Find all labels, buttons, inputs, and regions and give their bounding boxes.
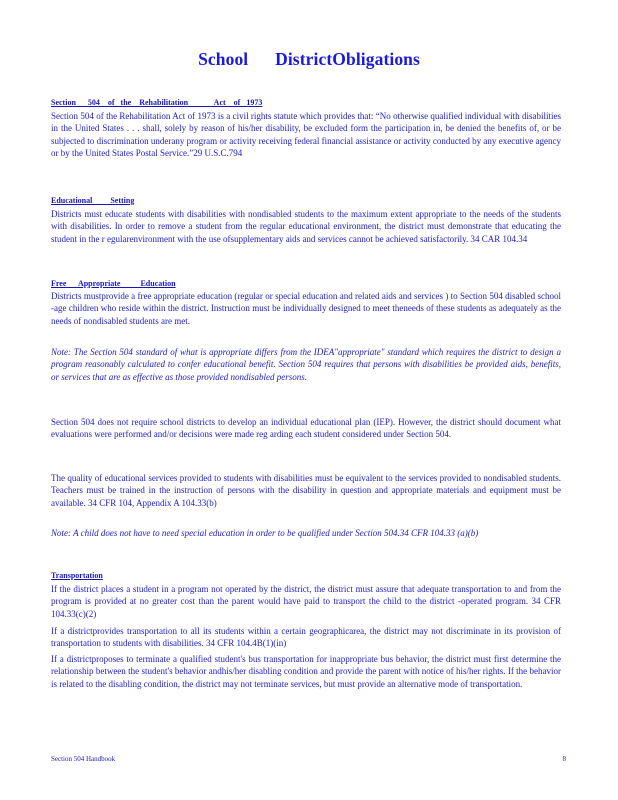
educational-setting-heading: Educational Setting — [51, 196, 135, 205]
transportation-heading: Transportation — [51, 571, 103, 580]
transportation-paragraph-2: If a districtprovides transportation to all its students within a certain geographicarea, the district may not discriminate in its provision of transportation to students with disabilities. 34 CFR 104.4B(1)(in) — [51, 626, 561, 649]
footer-page-number: 8 — [562, 755, 566, 763]
rehab-act-heading: Section 504 of the Rehabilitation Act of 1973 — [51, 98, 263, 107]
educational-setting-paragraph: Districts must educate students with disabilities with nondisabled students to the maximum extent appropriate to the needs of the students with disabilities. In order to remove a student from the regular educational environment, the district must demonstrate that educating the student in the r egularenvironment with the use ofsupplementary aids and services cannot be achieved satisfactorily. 34 CAR 104.34 — [51, 209, 561, 244]
fape-note-appropriate: Note: The Section 504 standard of what is appropriate differs from the IDEA"appropriate" standard which requires the district to design a program reasonably calculated to confer educational benefit. Section 504 requires that persons with disabilities be provided aids, benefits, or services that are as effective as those provided nondisabled persons. — [51, 347, 561, 382]
rehab-act-paragraph: Section 504 of the Rehabilitation Act of 1973 is a civil rights statute which provides that: “No otherwise qualified individual with disabilities in the United States . . . shall, solely by reason of his/her disability, be excluded form the participation in, be denied the benefits of, or be subjected to discrimination underany program or activity receiving federal financial assistance or activity conducted by any executive agency or by the United States Postal Service.”29 U.S.C.794 — [51, 111, 561, 159]
page-title: School DistrictObligations — [198, 49, 420, 69]
fape-heading: Free Appropriate Education — [51, 279, 176, 288]
transportation-paragraph-3: If a districtproposes to terminate a qualified student's bus transportation for inappropriate bus behavior, the district must first determine the relationship between the student's behavior andhis/her disabling condition and provide the parent with notice of his/her rights. If the behavior is related to the disabling condition, the district may not terminate services, but must provide an alternative mode of transportation. — [51, 654, 561, 689]
fape-paragraph: Districts mustprovide a free appropriate education (regular or special education and related aids and services ) to Section 504 disabled school -age children who reside within the district. Instruction must be individually designed to meet theneeds of these students as adequately as the needs of nondisabled students are met. — [51, 291, 561, 326]
footer-handbook-title: Section 504 Handbook — [51, 755, 116, 763]
transportation-paragraph-1: If the district places a student in a program not operated by the district, the district must assure that adequate transportation to and from the program is provided at no greater cost than the parent would have paid to transport the child to the district -operated program. 34 CFR 104.33(c)(2) — [51, 584, 561, 619]
fape-iep-paragraph: Section 504 does not require school districts to develop an individual educational plan (IEP). However, the district should document what evaluations were performed and/or decisions were made reg arding each student considered under Section 504. — [51, 417, 561, 440]
fape-note-qualified: Note: A child does not have to need special education in order to be qualified under Section 504.34 CFR 104.33 (a)(b) — [51, 528, 479, 538]
fape-quality-paragraph: The quality of educational services provided to students with disabilities must be equivalent to the services provided to nondisabled students. Teachers must be trained in the instruction of persons with the disability in question and appropriate materials and equipment must be available. 34 CFR 104, Appendix A 104.33(b) — [51, 473, 561, 508]
